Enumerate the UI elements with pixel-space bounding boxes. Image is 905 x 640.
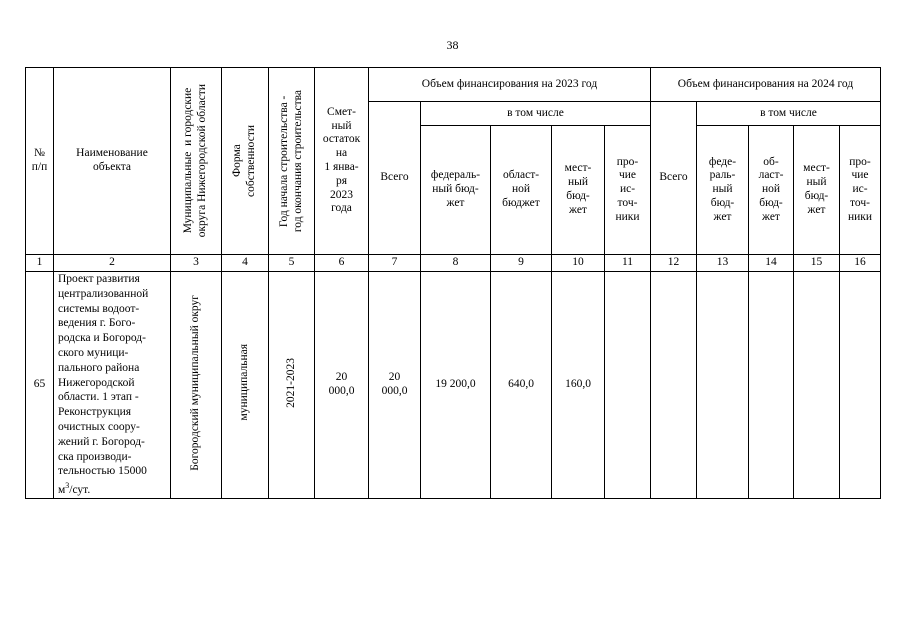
header-proch-2023: про- чие ис- точ- ники	[605, 126, 651, 255]
header-obl-2024: об- ласт- ной бюд- жет	[749, 126, 794, 255]
column-number: 11	[605, 255, 651, 272]
header-vsego-2023: Всего	[369, 102, 421, 255]
header-mest-2023: мест- ный бюд- жет	[552, 126, 605, 255]
years-cell: 2021-2023	[269, 272, 315, 499]
okrug-cell: Богородский муниципальный округ	[171, 272, 222, 499]
header-okrug: Муниципальные и городские округа Нижегородской области	[171, 68, 222, 255]
header-fin-2024: Объем финансирования на 2024 год	[651, 68, 881, 102]
proch-2023-cell	[605, 272, 651, 499]
financing-table	[25, 67, 881, 499]
column-number: 12	[651, 255, 697, 272]
proch-2024-cell	[840, 272, 881, 499]
fed-2023-cell: 19 200,0	[421, 272, 491, 499]
column-number: 9	[491, 255, 552, 272]
column-number: 3	[171, 255, 222, 272]
header-ostatok: Смет- ный остаток на 1 янва- ря 2023 года	[315, 68, 369, 255]
vsego-2023-cell: 20 000,0	[369, 272, 421, 499]
column-number: 10	[552, 255, 605, 272]
table-row	[26, 272, 881, 499]
fed-2024-cell	[697, 272, 749, 499]
column-number: 16	[840, 255, 881, 272]
header-name: Наименование объекта	[54, 68, 171, 255]
column-number: 15	[794, 255, 840, 272]
object-name: Проект развития централизованной системы водоот- ведения г. Бого- родска и Богород- ского муници- пального района Нижегородской области. 1 этап - Реконструкция очистных соору- жений г. Богород- ска производи- тельностью 15000 $м^3$/сут.	[54, 272, 171, 499]
header-vsego-2024: Всего	[651, 102, 697, 255]
column-number: 4	[222, 255, 269, 272]
header-v-tom-chisle-2023: в том числе	[421, 102, 651, 126]
page-number: 38	[446, 38, 459, 52]
column-number: 8	[421, 255, 491, 272]
column-number: 14	[749, 255, 794, 272]
vsego-2024-cell	[651, 272, 697, 499]
column-number: 1	[26, 255, 54, 272]
column-number: 2	[54, 255, 171, 272]
obl-2023-cell: 640,0	[491, 272, 552, 499]
column-number: 6	[315, 255, 369, 272]
header-fin-2023: Объем финансирования на 2023 год	[369, 68, 651, 102]
forma-cell: муниципальная	[222, 272, 269, 499]
header-v-tom-chisle-2024: в том числе	[697, 102, 881, 126]
header-forma: Форма собственности	[222, 68, 269, 255]
header-mest-2024: мест- ный бюд- жет	[794, 126, 840, 255]
header-fed-2024: феде- раль- ный бюд- жет	[697, 126, 749, 255]
row-number: 65	[26, 272, 54, 499]
column-number: 7	[369, 255, 421, 272]
obl-2024-cell	[749, 272, 794, 499]
mest-2023-cell: 160,0	[552, 272, 605, 499]
header-num: № п/п	[26, 68, 54, 255]
ostatok-cell: 20 000,0	[315, 272, 369, 499]
column-number: 13	[697, 255, 749, 272]
header-proch-2024: про- чие ис- точ- ники	[840, 126, 881, 255]
column-numbers-row	[26, 255, 881, 272]
header-fed-2023: федераль- ный бюд- жет	[421, 126, 491, 255]
header-years: Год начала строительства - год окончания строительства	[269, 68, 315, 255]
mest-2024-cell	[794, 272, 840, 499]
header-obl-2023: област- ной бюджет	[491, 126, 552, 255]
column-number: 5	[269, 255, 315, 272]
